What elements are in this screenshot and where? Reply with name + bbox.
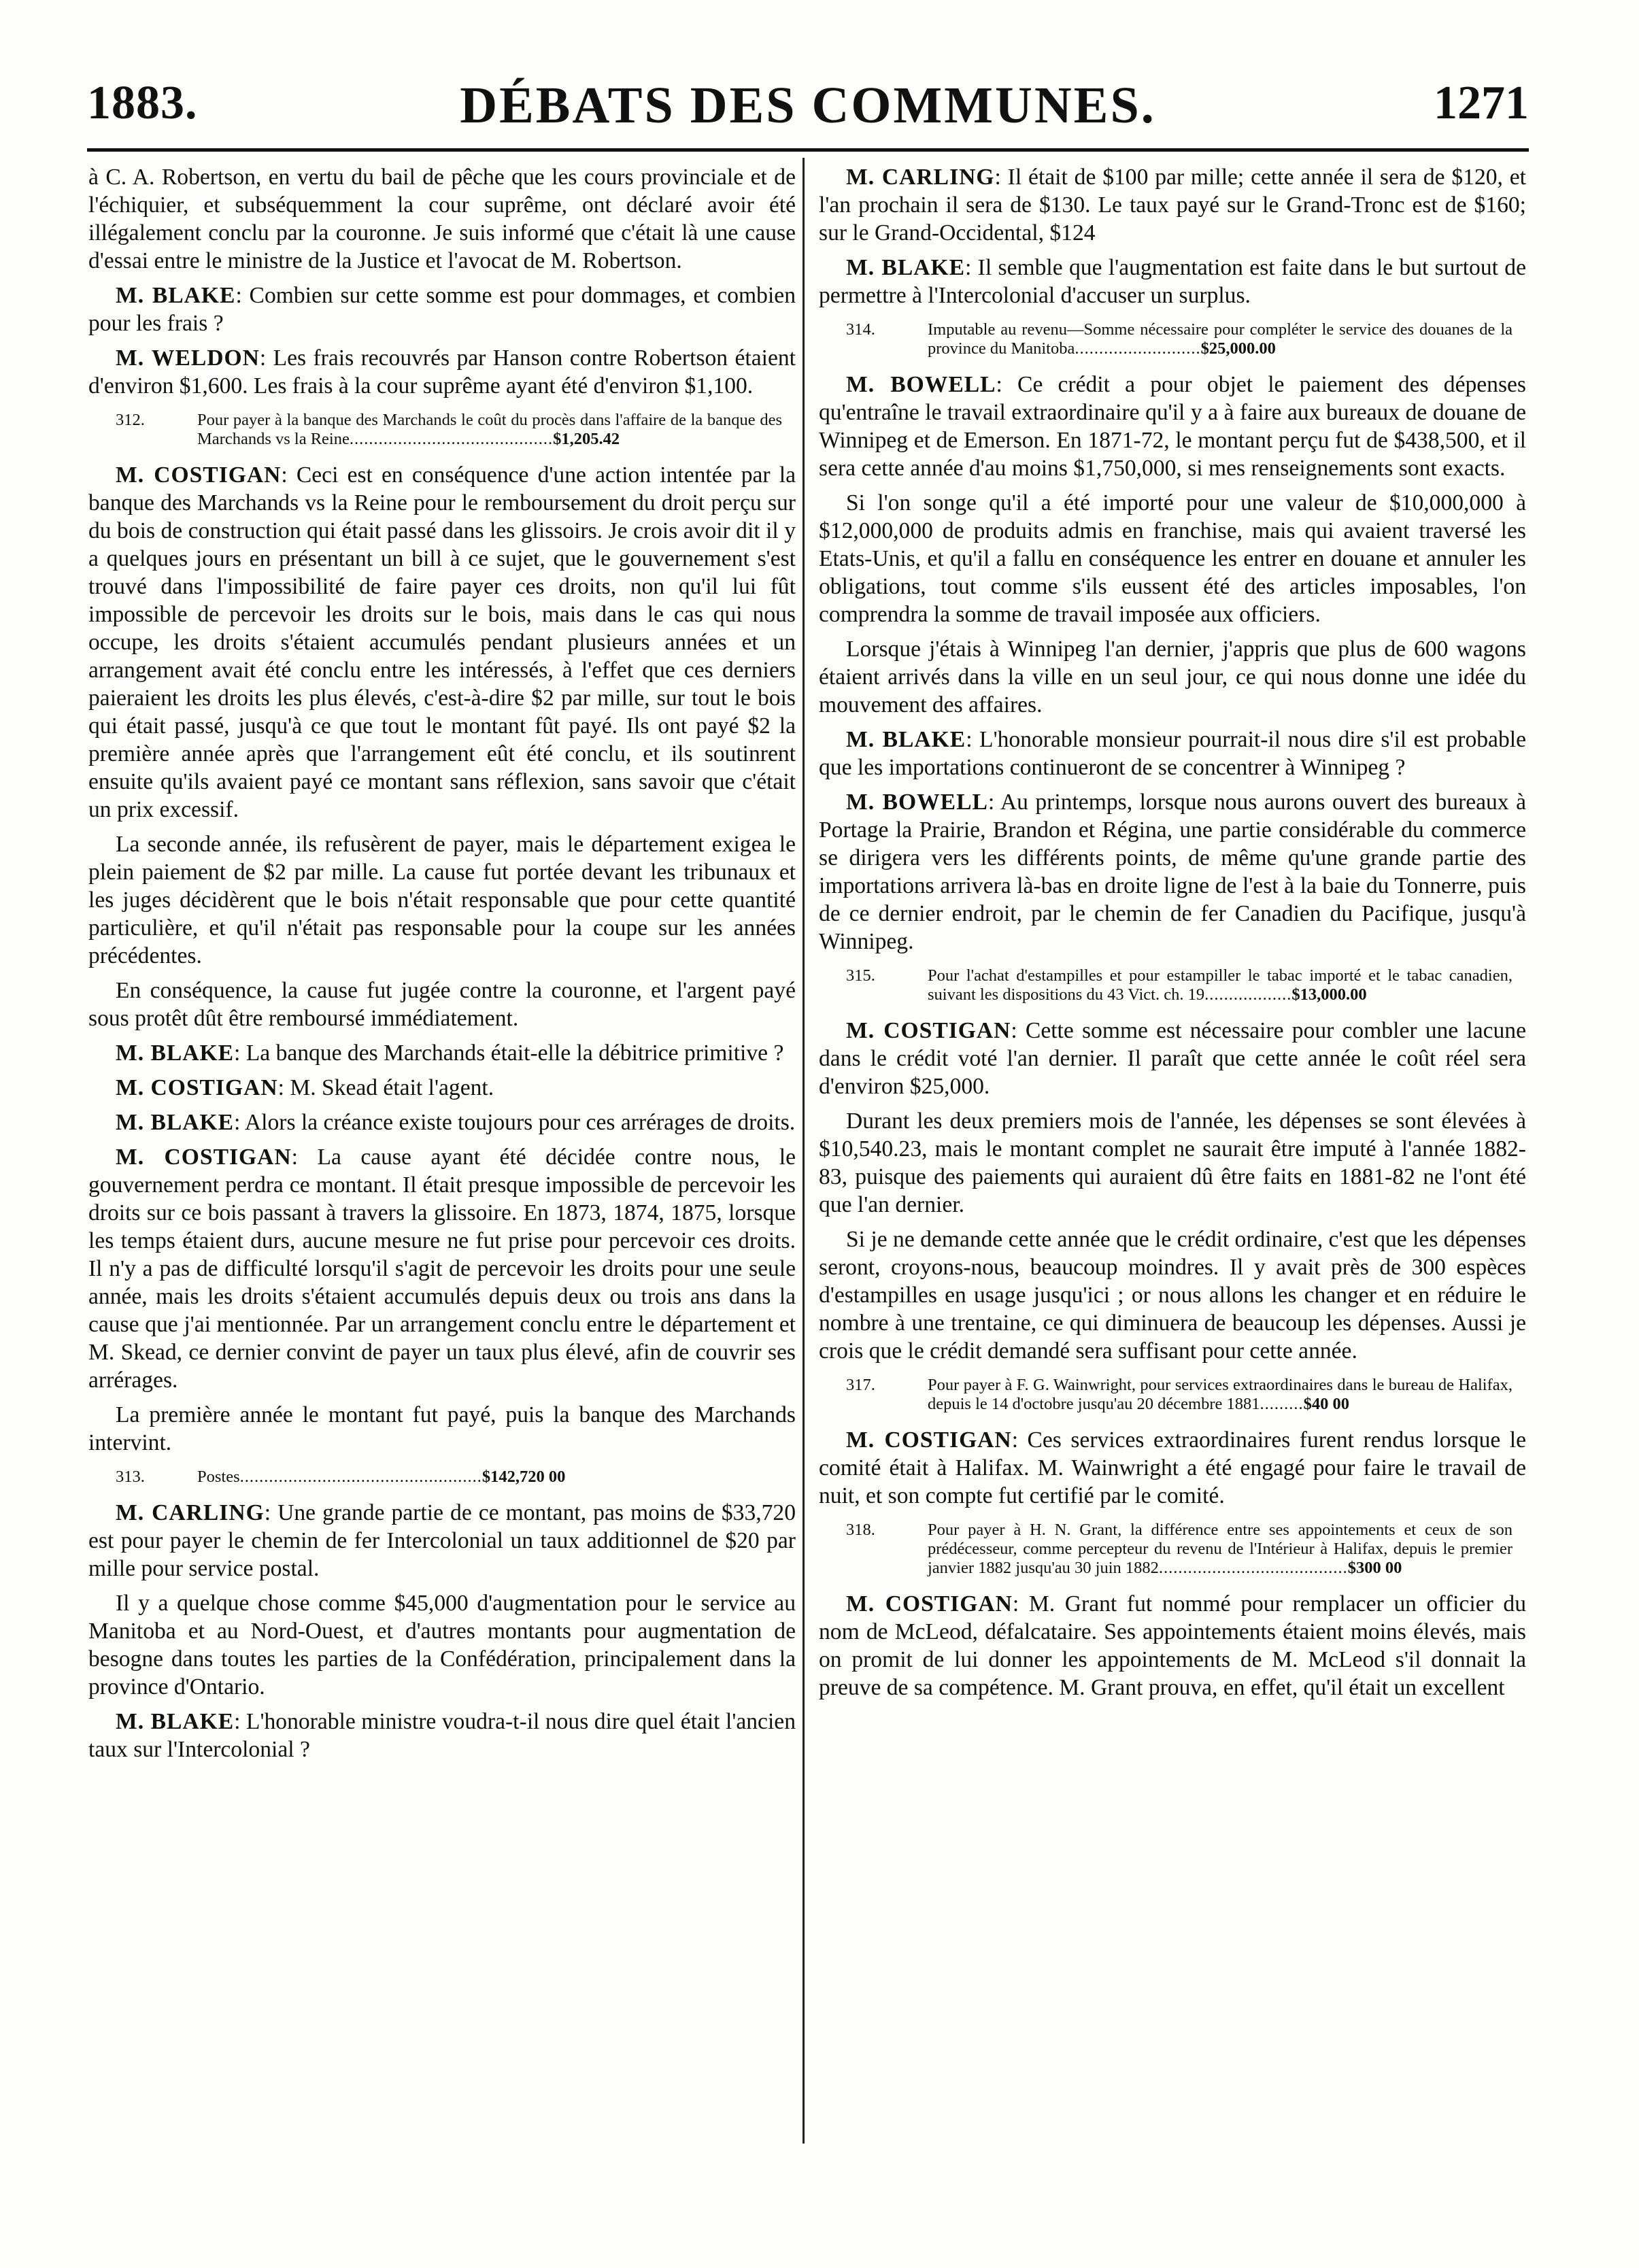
item-amount: $13,000.00 [1291, 985, 1367, 1004]
speech [88, 1143, 796, 1394]
paragraph: Il y a quelque chose comme $45,000 d'augmentation pour le service au Manitoba et au Nord-Ouest, et d'autres montants pour augmentation de besogne dans toutes les parties de la Confédération, principalement dans la province d'Ontario. [88, 1591, 796, 1699]
speaker-name: M. CARLING [116, 1500, 265, 1525]
paragraph: Lorsque j'étais à Winnipeg l'an dernier, j'appris que plus de 600 wagons étaient arrivés dans la ville en un seul jour, ce qui nous donne une idée du mouvement des affaires. [819, 637, 1526, 717]
speech-text: : Ces services extraordinaires furent rendus lorsque le comité était à Halifax. M. Wainwright a été engagé pour faire le travail de nuit, et son compte fut certifié par le comité. [819, 1427, 1526, 1508]
dot-leader: .......................................... [349, 430, 554, 448]
item-amount: $142,720 00 [481, 1468, 566, 1486]
speech [88, 1499, 796, 1582]
speech-text: : M. Skead était l'agent. [277, 1075, 494, 1100]
paragraph: Durant les deux premiers mois de l'année, les dépenses se sont élevées à $10,540.23, mais le montant complet ne saurait être imputé à l'année 1882-83, puisque des paiements qui auraient dû être faits en 1881-82 ne l'ont été que l'an dernier. [819, 1108, 1526, 1217]
speech [88, 1108, 796, 1136]
item-amount: $40 00 [1303, 1395, 1349, 1413]
dot-leader: .................................................. [239, 1468, 482, 1486]
speech-text: : L'honorable ministre voudra-t-il nous dire quel était l'ancien taux sur l'Intercolonial ? [88, 1709, 796, 1762]
paragraph: Si l'on songe qu'il a été importé pour une valeur de $10,000,000 à $12,000,000 de produits admis en franchise, mais qui avaient traversé les Etats-Unis, et qu'il a fallu en conséquence les entrer en douane et annuler les obligations, tout comme s'ils eussent été des articles imposables, l'on comprendra la somme de travail imposée aux officiers. [819, 490, 1526, 627]
speech-text: : Combien sur cette somme est pour dommages, et combien pour les frais ? [88, 283, 796, 336]
item-text: Pour l'achat d'estampilles et pour estampiller le tabac importé et le tabac canadien, suivant les dispositions du 43 Vict. ch. 19 [928, 966, 1513, 1004]
item-text: Pour payer à la banque des Marchands le coût du procès dans l'affaire de la banque des Marchands vs la Reine [197, 411, 782, 448]
item-number: 312. [116, 411, 145, 429]
header-rule [87, 148, 1529, 152]
budget-item [819, 320, 1526, 358]
paragraph: Si je ne demande cette année que le crédit ordinaire, c'est que les dépenses seront, croyons-nous, beaucoup moindres. Il y avait près de 300 espèces d'estampilles en usage jusqu'ici ; or nous allons les changer et en réduire le nombre à une trentaine, ce qui diminuera de beaucoup les dépenses. Aussi je crois que le crédit demandé sera suffisant pour cette année. [819, 1227, 1526, 1364]
paragraph: En conséquence, la cause fut jugée contre la couronne, et l'argent payé sous protêt dût être remboursé immédiatement. [88, 978, 796, 1031]
column-divider [802, 158, 805, 2144]
speaker-name: M. BLAKE [116, 1040, 235, 1066]
item-number: 313. [116, 1468, 145, 1486]
budget-item [88, 411, 796, 449]
item-amount: $25,000.00 [1200, 339, 1276, 358]
item-text: Postes [197, 1468, 240, 1486]
speaker-name: M. BLAKE [116, 283, 236, 308]
speech-text: : La banque des Marchands était-elle la débitrice primitive ? [234, 1040, 784, 1066]
right-column [819, 163, 1526, 1708]
item-number: 314. [846, 320, 875, 339]
speaker-name: M. BLAKE [116, 1110, 235, 1135]
speaker-name: M. COSTIGAN [846, 1427, 1012, 1453]
budget-item [819, 1376, 1526, 1414]
speech-text: : Il était de $100 par mille; cette année il sera de $120, et l'an prochain il sera de $130. Le taux payé sur le Grand-Tronc est de $160; sur le Grand-Occidental, $124 [819, 165, 1526, 246]
speech-text: : Alors la créance existe toujours pour ces arrérages de droits. [234, 1110, 796, 1135]
speech [88, 282, 796, 337]
header-year: 1883. [87, 77, 198, 129]
budget-item [819, 1521, 1526, 1578]
speech [88, 1039, 796, 1067]
speech [88, 344, 796, 400]
item-amount: $1,205.42 [553, 430, 620, 448]
speaker-name: M. COSTIGAN [116, 462, 282, 488]
speech [88, 1708, 796, 1763]
speech-text: : Il semble que l'augmentation est faite dans le but surtout de permettre à l'Intercolonial d'accuser un surplus. [819, 255, 1526, 308]
speaker-name: M. WELDON [116, 345, 260, 371]
speaker-name: M. COSTIGAN [846, 1018, 1011, 1043]
speech [819, 788, 1526, 955]
page-number: 1271 [1434, 77, 1529, 129]
left-column [88, 163, 796, 1770]
speech-text: : M. Grant fut nommé pour remplacer un officier du nom de McLeod, défalcataire. Ses appointements étaient moins élevés, mais on promit de lui donner les appointements de M. McLeod s'il donnait la preuve de sa compétence. M. Grant prouva, en effet, qu'il était un excellent [819, 1591, 1526, 1700]
speech [819, 726, 1526, 781]
speech [819, 1426, 1526, 1510]
speech-text: : Les frais recouvrés par Hanson contre Robertson étaient d'environ $1,600. Les frais à la cour suprême ayant été d'environ $1,100. [88, 345, 796, 399]
speech [819, 254, 1526, 309]
speech-text: : L'honorable monsieur pourrait-il nous dire s'il est probable que les importations continueront de se concentrer à Winnipeg ? [819, 727, 1526, 780]
item-text: Imputable au revenu—Somme nécessaire pour compléter le service des douanes de la province du Manitoba [928, 320, 1513, 358]
item-amount: $300 00 [1347, 1559, 1402, 1577]
speech [88, 1074, 796, 1102]
header-title: DÉBATS DES COMMUNES. [460, 77, 1156, 134]
speaker-name: M. BLAKE [116, 1709, 235, 1734]
speaker-name: M. BLAKE [846, 255, 965, 280]
budget-item [88, 1468, 796, 1487]
speech [819, 1590, 1526, 1702]
speech-text: : Cette somme est nécessaire pour combler une lacune dans le crédit voté l'an dernier. Il paraît que cette année le coût réel sera d'environ $25,000. [819, 1018, 1526, 1099]
budget-item [819, 966, 1526, 1004]
dot-leader: .......................... [1075, 339, 1201, 358]
speech-text: : Ceci est en conséquence d'une action intentée par la banque des Marchands vs la Reine pour le remboursement du droit perçu sur du bois de construction qui était passé dans les glissoirs. Je crois avoir dit il y a quelques jours en présentant un bill à ce sujet, que le gouvernement s'est trouvé dans l'impossibilité de faire payer ces droits, non qu'il lui fût impossible de percevoir les droits sur le bois, mais dans le cas qui nous occupe, les droits s'étaient accumulés pendant plusieurs années et un arrangement avait été conclu entre les intéressés, à l'effet que ces derniers paieraient les droits les plus élevés, c'est-à-dire $2 par mille, sur tout le bois qui était passé, jusqu'à ce que tout le montant fût payé. Ils ont payé $2 la première année après que l'arrangement eût été conclu, et ils soutinrent ensuite qu'ils avaient payé ce montant sans réflexion, sans savoir que c'était un prix excessif. [88, 462, 796, 822]
speech-text: : Au printemps, lorsque nous aurons ouvert des bureaux à Portage la Prairie, Brandon et Régina, une partie considérable du commerce se dirigera vers les différents points, de même qu'une grande partie des importations arrivera là-bas en droite ligne de l'est à la baie du Tonnerre, puis de ce dernier endroit, par le chemin de fer Canadien du Pacifique, jusqu'à Winnipeg. [819, 790, 1526, 954]
item-text: Pour payer à F. G. Wainwright, pour services extraordinaires dans le bureau de Halifax, depuis le 14 d'octobre jusqu'au 20 décembre 1881 [928, 1376, 1513, 1413]
dot-leader: ......... [1260, 1395, 1304, 1413]
speech [819, 371, 1526, 482]
speech-text: : Une grande partie de ce montant, pas moins de $33,720 est pour payer le chemin de fer Intercolonial un taux additionnel de $20 par mille pour service postal. [88, 1500, 796, 1581]
speaker-name: M. COSTIGAN [116, 1075, 278, 1100]
speech-text: : La cause ayant été décidée contre nous, le gouvernement perdra ce montant. Il était presque impossible de percevoir les droits sur ce bois passant à travers la glissoire. En 1873, 1874, 1875, lorsque les temps étaient durs, aucune mesure ne fut prise pour percevoir ces droits. Il n'y a pas de difficulté lorsqu'il s'agit de percevoir les droits pour une seule année, mais les droits s'étaient accumulés depuis deux ou trois ans dans la cause que j'ai mentionnée. Par un arrangement conclu entre le département et M. Skead, ce dernier convint de payer un taux plus élevé, afin de couvrir ses arrérages. [88, 1145, 796, 1393]
speech-text: : Ce crédit a pour objet le paiement des dépenses qu'entraîne le travail extraordinaire qu'il y a à faire aux bureaux de douane de Winnipeg et de Emerson. En 1871-72, le montant perçu fut de $438,500, et il sera cette année d'au moins $1,750,000, si mes renseignements sont exacts. [819, 372, 1527, 481]
page-header [87, 76, 1529, 141]
speech [819, 163, 1526, 247]
item-number: 315. [846, 966, 875, 985]
speech [819, 1017, 1526, 1100]
speaker-name: M. CARLING [846, 165, 995, 190]
speaker-name: M. COSTIGAN [116, 1145, 292, 1170]
item-number: 317. [846, 1376, 875, 1394]
dot-leader: ....................................... [1158, 1559, 1348, 1577]
speaker-name: M. BOWELL [846, 790, 988, 815]
speech [88, 461, 796, 824]
item-text: Pour payer à H. N. Grant, la différence entre ses appointements et ceux de son prédécesseur, comme percepteur du revenu de l'Intérieur à Halifax, depuis le premier janvier 1882 jusqu'au 30 juin 1882 [928, 1521, 1513, 1577]
speaker-name: M. BLAKE [846, 727, 966, 752]
paragraph: La seconde année, ils refusèrent de payer, mais le département exigea le plein paiement de $2 par mille. La cause fut portée devant les tribunaux et les juges décidèrent que le bois n'était responsable que pour cette quantité particulière, et qu'il n'était pas responsable pour la coupe sur les années précédentes. [88, 832, 796, 968]
item-number: 318. [846, 1521, 875, 1539]
speaker-name: M. COSTIGAN [846, 1591, 1013, 1617]
paragraph: à C. A. Robertson, en vertu du bail de pêche que les cours provinciale et de l'échiquier, et subséquemment la cour suprême, ont déclaré avoir été illégalement conclu par la couronne. Je suis informé que c'était là une cause d'essai entre le ministre de la Justice et l'avocat de M. Robertson. [88, 165, 796, 273]
dot-leader: .................. [1204, 985, 1292, 1004]
speaker-name: M. BOWELL [846, 372, 996, 397]
paragraph: La première année le montant fut payé, puis la banque des Marchands intervint. [88, 1402, 796, 1455]
